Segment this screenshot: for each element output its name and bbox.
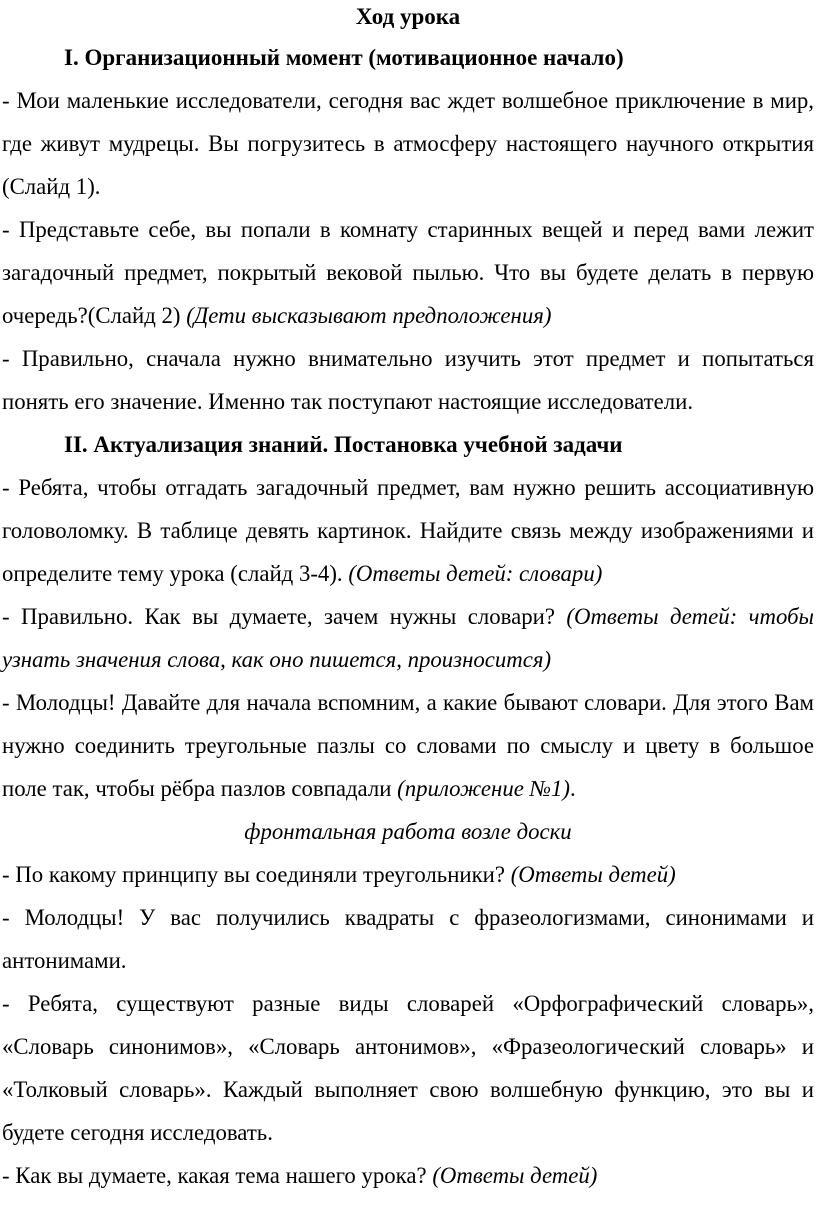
paragraph (2, 681, 814, 810)
section-heading-actualization: II. Актуализация знаний. Постановка учебной задачи (64, 432, 623, 457)
section-heading-organizational: I. Организационный момент (мотивационное начало) (64, 45, 624, 70)
paragraph (2, 337, 814, 423)
paragraph-text: - Ребята, существуют разные виды словарей «Орфографический словарь», «Словарь синонимов», «Словарь антонимов», «Фразеологический словарь» и «Толковый словарь». Каждый выполняет свою волшебную функцию, это вы и будете сегодня исследовать. (2, 991, 814, 1145)
paragraph-text: - Правильно. Как вы думаете, зачем нужны словари? (2, 604, 567, 629)
paragraph-text: - Представьте себе, вы попали в комнату старинных вещей и перед вами лежит загадочный предмет, покрытый вековой пылью. Что вы будете делать в первую очередь?(Слайд 2) (2, 217, 814, 328)
paragraph (2, 982, 814, 1154)
paragraph-text: - Правильно, сначала нужно внимательно изучить этот предмет и попытаться понять его значение. Именно так поступают настоящие исследователи. (2, 346, 814, 414)
paragraph (2, 595, 814, 681)
paragraph-note: (Ответы детей) (432, 1163, 598, 1188)
paragraph (2, 853, 814, 896)
paragraph-text: - Ребята, чтобы отгадать загадочный предмет, вам нужно решить ассоциативную головоломку. В таблице девять картинок. Найдите связь между изображениями и определите тему урока (слайд 3-4). (2, 475, 814, 586)
paragraph-text: - Мои маленькие исследователи, сегодня вас ждет волшебное приключение в мир, где живут мудрецы. Вы погрузитесь в атмосферу настоящего научного открытия (Слайд 1). (2, 88, 814, 199)
paragraph (2, 466, 814, 595)
paragraph-text: - По какому принципу вы соединяли треугольники? (2, 862, 511, 887)
paragraph-note: (Ответы детей) (510, 862, 676, 887)
paragraph (2, 208, 814, 337)
paragraph-note: (Ответы детей: словари) (348, 561, 603, 586)
paragraph-note: (Дети высказывают предположения) (186, 303, 552, 328)
document-title: Ход урока (355, 4, 461, 29)
paragraph-note: (приложение №1) (397, 776, 571, 801)
document-page (2, 0, 814, 1197)
paragraph-note: (Ответы детей: чтобы узнать значения слова, как оно пишется, произносится) (2, 604, 814, 672)
center-note: фронтальная работа возле доски (244, 819, 572, 844)
paragraph (2, 1154, 814, 1197)
paragraph (2, 79, 814, 208)
paragraph-text: - Молодцы! У вас получились квадраты с фразеологизмами, синонимами и антонимами. (2, 905, 814, 973)
paragraph-text: - Как вы думаете, какая тема нашего урока? (2, 1163, 433, 1188)
paragraph (2, 896, 814, 982)
paragraph-tail: . (570, 776, 576, 801)
paragraph-text: - Молодцы! Давайте для начала вспомним, а какие бывают словари. Для этого Вам нужно соединить треугольные пазлы со словами по смыслу и цвету в большое поле так, чтобы рёбра пазлов совпадали (2, 690, 814, 801)
